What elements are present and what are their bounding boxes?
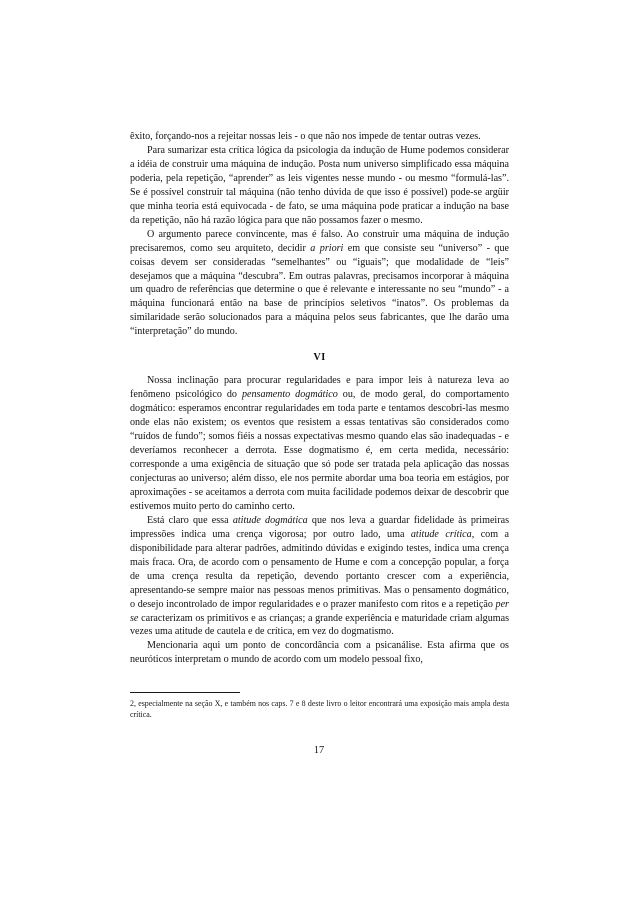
paragraph-3-run-1: O argumento parece convincente, mas é falso. Ao construir uma máquina de indução precisaremos, como seu arquiteto, decidir [130,228,509,254]
paragraph-6 [130,639,509,667]
paragraph-1-run-1: êxito, forçando-nos a rejeitar nossas leis - o que não nos impede de tentar outras vezes. [130,131,481,142]
paragraph-4-run-2-italic: pensamento dogmático [241,389,338,401]
paragraph-5-run-6-italic: per se [130,598,509,624]
paragraph-1 [130,130,509,144]
page-number: 17 [313,745,325,756]
footnote-text: 2, especialmente na seção X, e também nos caps. 7 e 8 deste livro o leitor encontrará uma exposição mais ampla desta crítica. [130,699,509,720]
paragraph-5 [130,514,509,640]
paragraph-2-run-1: Para sumarizar esta crítica lógica da psicologia da indução de Hume podemos considerar a idéia de construir uma máquina de indução. Posta num universo simplificado essa máquina poderia, pela repetição, “aprender” as leis vigentes nesse mundo - ou mesmo “formulá-las”. Se é possível construir tal máquina (não tenho dúvida de que isso é possível) pode-se argüir que minha teoria está equivocada - de fato, se uma máquina pode praticar a indução na base da repetição, não há razão lógica para que não possamos fazer o mesmo. [130,144,509,226]
paragraph-5-run-3: que nos leva a guardar fidelidade às primeiras impressões indica uma crença vigorosa; por outro lado, uma [130,514,510,540]
paragraph-2 [130,144,509,228]
section-heading-vi: VI [313,352,326,364]
paragraph-4-run-3: ou, de modo geral, do comportamento dogmático: esperamos encontrar regularidades em toda parte e tentamos descobri-las mesmo onde elas não existem; os eventos que resistem a essas tentativas são considerados como “ruídos de fundo”; somos fiéis a nossas expectativas mesmo quando elas são inadequadas - e deveríamos reconhecer a derrota. Esse dogmatismo é, em certa medida, necessário: corresponde a uma exigência de situação que só pode ser tratada pela aplicação das nossas conjecturas ao universo; além disso, ele nos permite abordar uma boa teoria em estágios, por aproximações - se aceitamos a derrota com muita facilidade podemos deixar de descobrir que estivemos muito perto do caminho certo. [130,389,510,512]
main-text-column [130,130,509,667]
paragraph-3-run-3: em que consiste seu “universo” - que coisas devem ser consideradas “semelhantes” ou “iguais”; que modalidade de “leis” desejamos que a máquina “descubra”. Em outras palavras, precisamos incorporar à máquina um quadro de referências que determine o que é relevante e interessante no seu “mundo” - a máquina funcionará então na base de princípios seletivos “inatos”. Os problemas da similaridade serão solucionados para a máquina pelos seus fabricantes, que lhe darão uma “interpretação” do mundo. [130,242,509,338]
paragraph-5-run-4-italic: atitude crítica [410,528,472,540]
paragraph-5-run-5: , com a disponibilidade para alterar padrões, admitindo dúvidas e exigindo testes, indica uma crença mais fraca. Ora, de acordo com o pensamento de Hume e com a concepção popular, a força de uma crença resulta da repetição, devendo portanto crescer com a experiência, apresentando-se sempre maior nas pessoas menos primitivas. Mas o pensamento dogmático, o desejo incontrolado de impor regularidades e o prazer manifesto com ritos e a repetição [130,528,509,610]
paragraph-3 [130,228,509,340]
paragraph-3-run-2-italic: a priori [310,242,344,254]
paragraph-4 [130,374,509,514]
paragraph-5-run-2-italic: atitude dogmática [232,514,308,526]
paragraph-5-run-7: caracterizam os primitivos e as crianças; a grande experiência e maturidade criam algumas vezes uma atitude de cautela e de crítica, em vez do dogmatismo. [130,612,509,638]
paragraph-4-run-1: Nossa inclinação para procurar regularidades e para impor leis à natureza leva ao fenômeno psicológico do [130,375,509,401]
footnote-separator-rule [130,692,240,693]
paragraph-6-run-1: Mencionaria aqui um ponto de concordância com a psicanálise. Esta afirma que os neuróticos interpretam o mundo de acordo com um modelo pessoal fixo, [130,640,509,666]
paragraph-5-run-1: Está claro que essa [147,514,233,526]
footnote-block [130,692,509,720]
